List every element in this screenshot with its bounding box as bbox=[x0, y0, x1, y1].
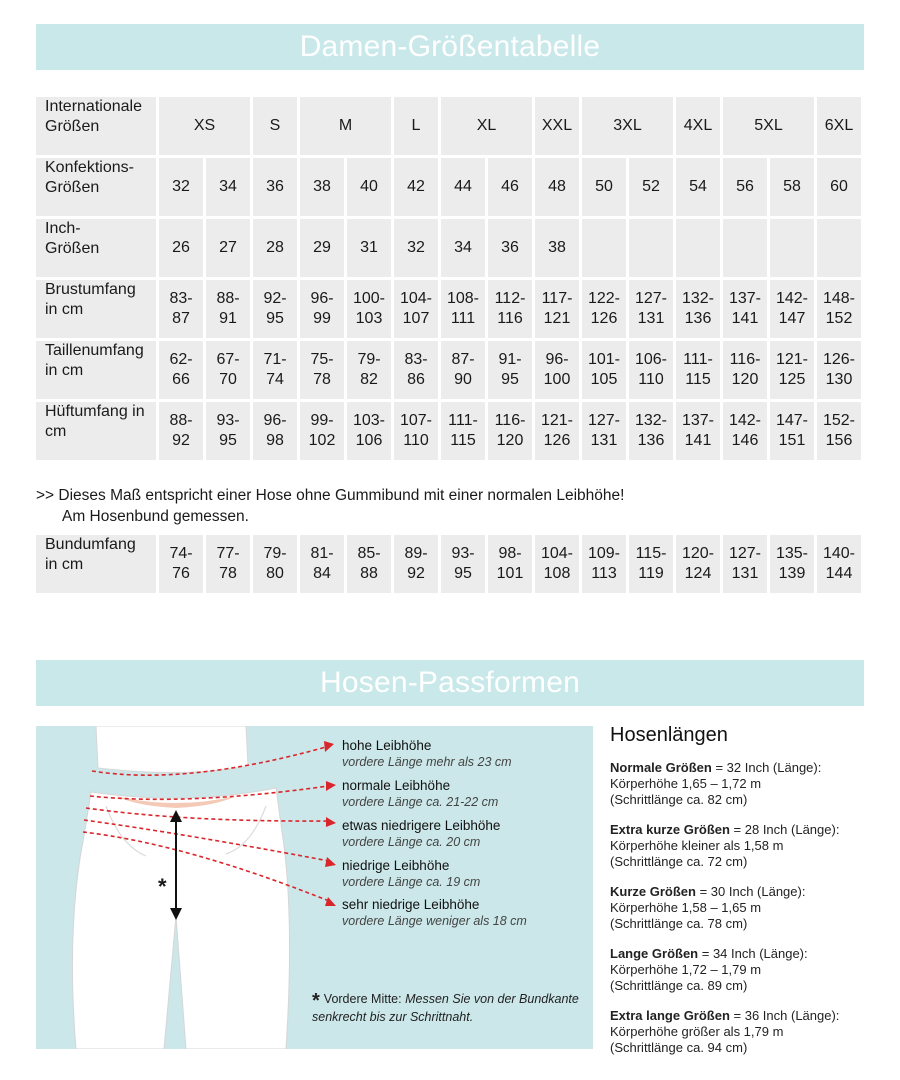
table-cell: 108- 111 bbox=[441, 280, 485, 338]
waist-cell: 93- 95 bbox=[441, 535, 485, 593]
table-cell: 87- 90 bbox=[441, 341, 485, 399]
waist-note-line1: >> Dieses Maß entspricht einer Hose ohne Gummibund mit einer normalen Leibhöhe! bbox=[36, 487, 625, 504]
table-cell: 96- 98 bbox=[253, 402, 297, 460]
waist-cell: 115- 119 bbox=[629, 535, 673, 593]
lengths-list bbox=[610, 760, 870, 1056]
table-cell: 101- 105 bbox=[582, 341, 626, 399]
size-table-banner: Damen-Größentabelle bbox=[36, 24, 864, 70]
table-cell: 132- 136 bbox=[676, 280, 720, 338]
length-item: Extra kurze Größen = 28 Inch (Länge): Körperhöhe kleiner als 1,58 m (Schrittlänge ca. 72 cm) bbox=[610, 822, 840, 869]
waist-cell: 140- 144 bbox=[817, 535, 861, 593]
waist-cell: 89- 92 bbox=[394, 535, 438, 593]
row-label-4: Hüftumfang in cm bbox=[36, 402, 156, 460]
table-cell: 142- 146 bbox=[723, 402, 767, 460]
intl-size-xxl: XXL bbox=[535, 97, 579, 155]
table-cell: 132- 136 bbox=[629, 402, 673, 460]
table-cell: 106- 110 bbox=[629, 341, 673, 399]
waist-cell: 77- 78 bbox=[206, 535, 250, 593]
intl-size-6xl: 6XL bbox=[817, 97, 861, 155]
table-cell: 88- 91 bbox=[206, 280, 250, 338]
table-cell: 127- 131 bbox=[582, 402, 626, 460]
table-cell: 99- 102 bbox=[300, 402, 344, 460]
fit-label-high: hohe Leibhöhe vordere Länge mehr als 23 cm bbox=[342, 738, 512, 769]
table-cell: 40 bbox=[347, 158, 391, 216]
table-cell: 62- 66 bbox=[159, 341, 203, 399]
table-cell: 38 bbox=[300, 158, 344, 216]
fit-diagram bbox=[36, 726, 593, 1049]
table-cell: 148- 152 bbox=[817, 280, 861, 338]
waist-note bbox=[36, 485, 624, 527]
table-cell: 116- 120 bbox=[488, 402, 532, 460]
front-center-note: * Vordere Mitte: Messen Sie von der Bundkante senkrecht bis zur Schrittnaht. bbox=[312, 990, 579, 1024]
fit-label-normal: normale Leibhöhe vordere Länge ca. 21-22 cm bbox=[342, 778, 499, 809]
table-cell: 52 bbox=[629, 158, 673, 216]
table-cell: 67- 70 bbox=[206, 341, 250, 399]
table-cell: 42 bbox=[394, 158, 438, 216]
table-cell: 92- 95 bbox=[253, 280, 297, 338]
table-cell: 26 bbox=[159, 219, 203, 277]
table-cell: 44 bbox=[441, 158, 485, 216]
length-item: Kurze Größen = 30 Inch (Länge): Körperhöhe 1,58 – 1,65 m (Schrittlänge ca. 78 cm) bbox=[610, 884, 806, 931]
table-cell bbox=[582, 219, 626, 277]
table-cell: 104- 107 bbox=[394, 280, 438, 338]
row-label-1: Inch- Größen bbox=[36, 219, 156, 277]
waist-cell: 85- 88 bbox=[347, 535, 391, 593]
table-cell: 126- 130 bbox=[817, 341, 861, 399]
table-cell bbox=[817, 219, 861, 277]
fit-label-very-low: sehr niedrige Leibhöhe vordere Länge weniger als 18 cm bbox=[342, 897, 527, 928]
table-cell: 93- 95 bbox=[206, 402, 250, 460]
table-cell: 147- 151 bbox=[770, 402, 814, 460]
waist-cell: 79- 80 bbox=[253, 535, 297, 593]
table-cell: 107- 110 bbox=[394, 402, 438, 460]
table-cell bbox=[676, 219, 720, 277]
trouser-lengths bbox=[610, 722, 870, 1070]
waist-cell: 81- 84 bbox=[300, 535, 344, 593]
table-cell: 121- 125 bbox=[770, 341, 814, 399]
table-cell: 88- 92 bbox=[159, 402, 203, 460]
table-cell: 32 bbox=[394, 219, 438, 277]
length-item: Lange Größen = 34 Inch (Länge): Körperhöhe 1,72 – 1,79 m (Schrittlänge ca. 89 cm) bbox=[610, 946, 808, 993]
fit-label-slightly-low: etwas niedrigere Leibhöhe vordere Länge ca. 20 cm bbox=[342, 818, 501, 849]
lengths-title: Hosenlängen bbox=[610, 724, 728, 746]
waist-cell: 120- 124 bbox=[676, 535, 720, 593]
table-cell: 50 bbox=[582, 158, 626, 216]
intl-size-label: Internationale Größen bbox=[36, 97, 156, 155]
size-table bbox=[36, 97, 861, 460]
waist-cell: 135- 139 bbox=[770, 535, 814, 593]
table-cell: 32 bbox=[159, 158, 203, 216]
table-cell bbox=[770, 219, 814, 277]
front-rise-asterisk: * bbox=[158, 874, 167, 899]
table-cell: 122- 126 bbox=[582, 280, 626, 338]
intl-size-m: M bbox=[300, 97, 391, 155]
table-cell: 54 bbox=[676, 158, 720, 216]
table-cell: 121- 126 bbox=[535, 402, 579, 460]
waist-label: Bundumfang in cm bbox=[36, 535, 156, 593]
table-cell: 100- 103 bbox=[347, 280, 391, 338]
table-cell: 117- 121 bbox=[535, 280, 579, 338]
row-label-3: Taillenumfang in cm bbox=[36, 341, 156, 399]
table-cell: 27 bbox=[206, 219, 250, 277]
length-item: Normale Größen = 32 Inch (Länge): Körperhöhe 1,65 – 1,72 m (Schrittlänge ca. 82 cm) bbox=[610, 760, 822, 807]
table-cell: 28 bbox=[253, 219, 297, 277]
table-cell: 60 bbox=[817, 158, 861, 216]
waist-cell: 127- 131 bbox=[723, 535, 767, 593]
table-cell: 111- 115 bbox=[441, 402, 485, 460]
table-cell: 111- 115 bbox=[676, 341, 720, 399]
table-cell: 71- 74 bbox=[253, 341, 297, 399]
table-cell bbox=[723, 219, 767, 277]
intl-size-4xl: 4XL bbox=[676, 97, 720, 155]
table-cell: 96- 99 bbox=[300, 280, 344, 338]
waist-table bbox=[36, 535, 861, 593]
table-cell bbox=[629, 219, 673, 277]
row-label-2: Brustumfang in cm bbox=[36, 280, 156, 338]
intl-size-s: S bbox=[253, 97, 297, 155]
table-cell: 56 bbox=[723, 158, 767, 216]
row-label-0: Konfektions- Größen bbox=[36, 158, 156, 216]
table-cell: 91- 95 bbox=[488, 341, 532, 399]
intl-size-3xl: 3XL bbox=[582, 97, 673, 155]
table-cell: 34 bbox=[441, 219, 485, 277]
table-cell: 137- 141 bbox=[676, 402, 720, 460]
table-cell: 31 bbox=[347, 219, 391, 277]
intl-size-xs: XS bbox=[159, 97, 250, 155]
table-cell: 29 bbox=[300, 219, 344, 277]
table-cell: 103- 106 bbox=[347, 402, 391, 460]
table-cell: 137- 141 bbox=[723, 280, 767, 338]
table-cell: 116- 120 bbox=[723, 341, 767, 399]
length-item: Extra lange Größen = 36 Inch (Länge): Körperhöhe größer als 1,79 m (Schrittlänge ca. 94 cm) bbox=[610, 1008, 840, 1055]
table-cell: 152- 156 bbox=[817, 402, 861, 460]
table-cell: 46 bbox=[488, 158, 532, 216]
table-cell: 38 bbox=[535, 219, 579, 277]
table-cell: 96- 100 bbox=[535, 341, 579, 399]
table-cell: 58 bbox=[770, 158, 814, 216]
intl-size-5xl: 5XL bbox=[723, 97, 814, 155]
fit-label-low: niedrige Leibhöhe vordere Länge ca. 19 cm bbox=[342, 858, 481, 889]
table-cell: 83- 86 bbox=[394, 341, 438, 399]
table-cell: 127- 131 bbox=[629, 280, 673, 338]
table-cell: 36 bbox=[253, 158, 297, 216]
table-cell: 79- 82 bbox=[347, 341, 391, 399]
fits-banner: Hosen-Passformen bbox=[36, 660, 864, 706]
waist-cell: 109- 113 bbox=[582, 535, 626, 593]
table-cell: 36 bbox=[488, 219, 532, 277]
table-cell: 34 bbox=[206, 158, 250, 216]
waist-cell: 98- 101 bbox=[488, 535, 532, 593]
intl-size-xl: XL bbox=[441, 97, 532, 155]
intl-size-l: L bbox=[394, 97, 438, 155]
table-cell: 75- 78 bbox=[300, 341, 344, 399]
waist-cell: 104- 108 bbox=[535, 535, 579, 593]
waist-note-line2: Am Hosenbund gemessen. bbox=[62, 508, 249, 525]
table-cell: 142- 147 bbox=[770, 280, 814, 338]
table-cell: 112- 116 bbox=[488, 280, 532, 338]
waist-cell: 74- 76 bbox=[159, 535, 203, 593]
table-cell: 48 bbox=[535, 158, 579, 216]
table-cell: 83- 87 bbox=[159, 280, 203, 338]
